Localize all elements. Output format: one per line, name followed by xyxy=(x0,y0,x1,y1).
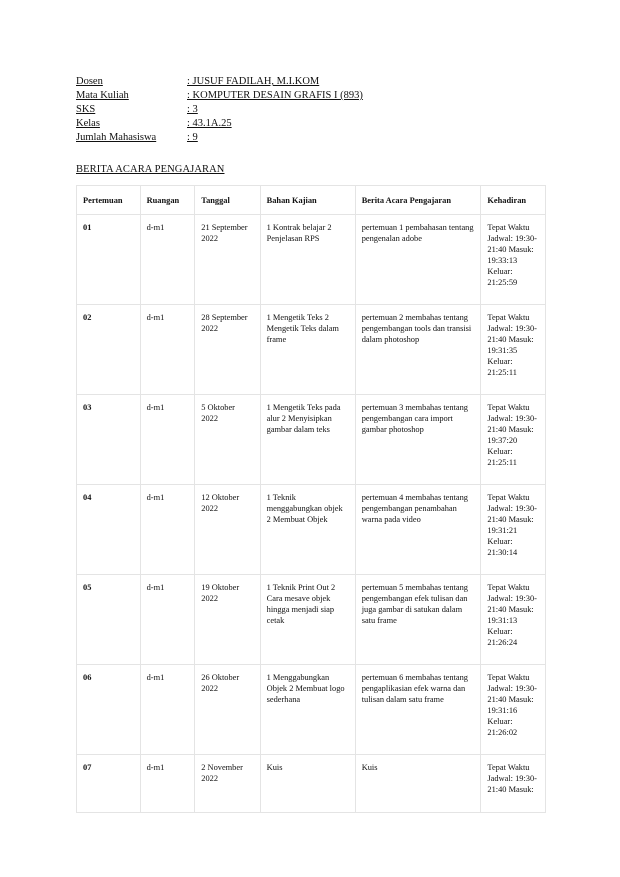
cell-tanggal: 26 Oktober 2022 xyxy=(195,665,260,755)
cell-bahan-kajian: 1 Mengetik Teks pada alur 2 Menyisipkan gambar dalam teks xyxy=(260,395,355,485)
header-ruangan: Ruangan xyxy=(140,186,195,215)
cell-ruangan: d-m1 xyxy=(140,395,195,485)
table-row xyxy=(77,665,546,755)
info-row-sks xyxy=(76,103,363,117)
cell-tanggal: 19 Oktober 2022 xyxy=(195,575,260,665)
info-label: Kelas xyxy=(76,118,100,129)
header-bahan-kajian: Bahan Kajian xyxy=(260,186,355,215)
cell-ruangan: d-m1 xyxy=(140,575,195,665)
cell-bahan-kajian: 1 Teknik menggabungkan objek 2 Membuat Objek xyxy=(260,485,355,575)
cell-kehadiran: Tepat Waktu Jadwal: 19:30-21:40 Masuk: 19:31:13 Keluar: 21:26:24 xyxy=(481,575,546,665)
cell-bahan-kajian: 1 Kontrak belajar 2 Penjelasan RPS xyxy=(260,215,355,305)
cell-berita-acara: pertemuan 5 membahas tentang pengembangan efek tulisan dan juga gambar di satukan dalam satu frame xyxy=(355,575,481,665)
header-pertemuan: Pertemuan xyxy=(77,186,141,215)
cell-pertemuan: 07 xyxy=(77,755,141,813)
info-row-kelas xyxy=(76,117,363,131)
table-row xyxy=(77,575,546,665)
cell-ruangan: d-m1 xyxy=(140,485,195,575)
cell-pertemuan: 05 xyxy=(77,575,141,665)
cell-ruangan: d-m1 xyxy=(140,755,195,813)
cell-berita-acara: pertemuan 2 membahas tentang pengembangan tools dan transisi dalam photoshop xyxy=(355,305,481,395)
cell-bahan-kajian: Kuis xyxy=(260,755,355,813)
table-row xyxy=(77,395,546,485)
cell-kehadiran: Tepat Waktu Jadwal: 19:30-21:40 Masuk: 19:31:35 Keluar: 21:25:11 xyxy=(481,305,546,395)
info-value: : 9 xyxy=(187,132,198,143)
info-label: Dosen xyxy=(76,76,103,87)
info-label: SKS xyxy=(76,104,96,115)
cell-pertemuan: 06 xyxy=(77,665,141,755)
info-value: : 3 xyxy=(187,104,198,115)
table-header-row xyxy=(77,186,546,215)
info-label: Jumlah Mahasiswa xyxy=(76,132,157,143)
cell-tanggal: 21 September 2022 xyxy=(195,215,260,305)
cell-berita-acara: pertemuan 4 membahas tentang pengembangan penambahan warna pada video xyxy=(355,485,481,575)
cell-bahan-kajian: 1 Mengetik Teks 2 Mengetik Teks dalam frame xyxy=(260,305,355,395)
cell-berita-acara: pertemuan 1 pembahasan tentang pengenalan adobe xyxy=(355,215,481,305)
table-row xyxy=(77,215,546,305)
cell-pertemuan: 04 xyxy=(77,485,141,575)
cell-kehadiran: Tepat Waktu Jadwal: 19:30-21:40 Masuk: 19:31:16 Keluar: 21:26:02 xyxy=(481,665,546,755)
course-info xyxy=(76,75,363,145)
table-row xyxy=(77,485,546,575)
section-title: BERITA ACARA PENGAJARAN xyxy=(76,164,225,175)
info-row-mata-kuliah xyxy=(76,89,363,103)
cell-kehadiran: Tepat Waktu Jadwal: 19:30-21:40 Masuk: xyxy=(481,755,546,813)
header-kehadiran: Kehadiran xyxy=(481,186,546,215)
cell-tanggal: 2 November 2022 xyxy=(195,755,260,813)
info-row-dosen xyxy=(76,75,363,89)
cell-kehadiran: Tepat Waktu Jadwal: 19:30-21:40 Masuk: 19:33:13 Keluar: 21:25:59 xyxy=(481,215,546,305)
info-value: : JUSUF FADILAH, M.I.KOM xyxy=(187,76,320,87)
cell-ruangan: d-m1 xyxy=(140,215,195,305)
cell-berita-acara: pertemuan 3 membahas tentang pengembangan cara import gambar photoshop xyxy=(355,395,481,485)
table-row xyxy=(77,755,546,813)
cell-pertemuan: 02 xyxy=(77,305,141,395)
header-tanggal: Tanggal xyxy=(195,186,260,215)
cell-tanggal: 5 Oktober 2022 xyxy=(195,395,260,485)
info-value: : KOMPUTER DESAIN GRAFIS I (893) xyxy=(187,90,363,101)
cell-ruangan: d-m1 xyxy=(140,305,195,395)
cell-bahan-kajian: 1 Menggabungkan Objek 2 Membuat logo sederhana xyxy=(260,665,355,755)
cell-bahan-kajian: 1 Teknik Print Out 2 Cara mesave objek hingga menjadi siap cetak xyxy=(260,575,355,665)
header-berita-acara: Berita Acara Pengajaran xyxy=(355,186,481,215)
table-row xyxy=(77,305,546,395)
info-value: : 43.1A.25 xyxy=(187,118,232,129)
cell-pertemuan: 01 xyxy=(77,215,141,305)
cell-pertemuan: 03 xyxy=(77,395,141,485)
cell-kehadiran: Tepat Waktu Jadwal: 19:30-21:40 Masuk: 19:37:20 Keluar: 21:25:11 xyxy=(481,395,546,485)
attendance-table xyxy=(76,185,546,813)
info-row-jumlah-mahasiswa xyxy=(76,131,363,145)
cell-kehadiran: Tepat Waktu Jadwal: 19:30-21:40 Masuk: 19:31:21 Keluar: 21:30:14 xyxy=(481,485,546,575)
cell-tanggal: 12 Oktober 2022 xyxy=(195,485,260,575)
cell-berita-acara: Kuis xyxy=(355,755,481,813)
cell-tanggal: 28 September 2022 xyxy=(195,305,260,395)
info-label: Mata Kuliah xyxy=(76,90,129,101)
cell-ruangan: d-m1 xyxy=(140,665,195,755)
cell-berita-acara: pertemuan 6 membahas tentang pengaplikasian efek warna dan tulisan dalam satu frame xyxy=(355,665,481,755)
